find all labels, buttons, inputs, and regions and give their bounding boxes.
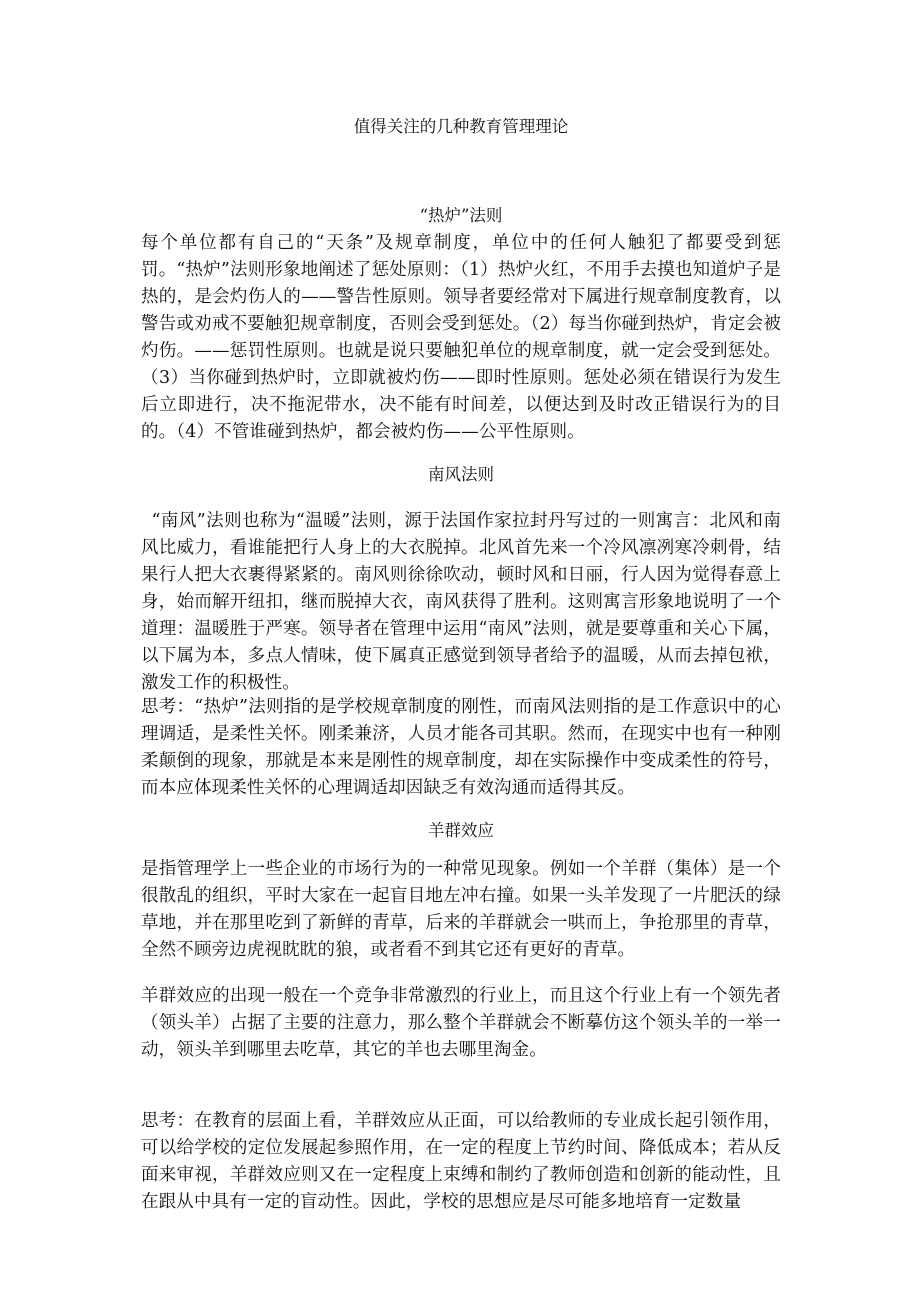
paragraph-south-wind: “南风”法则也称为“温暖”法则，源于法国作家拉封丹写过的一则寓言：北风和南风比威力，看谁能把行人身上的大衣脱掉。北风首先来一个冷风凛冽寒冷刺骨，结果行人把大衣裹得紧紧的。南风则徐徐吹动，顿时风和日丽，行人因为觉得春意上身，始而解开纽扣，继而脱掉大衣，南风获得了胜利。这则寓言形象地说明了一个道理：温暖胜于严寒。领导者在管理中运用“南风”法则，就是要尊重和关心下属，以下属为本，多点人情味，使下属真正感觉到领导者给予的温暖，从而去掉包袱，激发工作的积极性。 xyxy=(141,511,781,693)
section-heading-herd-effect: 羊群效应 xyxy=(428,821,494,840)
paragraph-hot-stove: 每个单位都有自己的“天条”及规章制度，单位中的任何人触犯了都要受到惩罚。“热炉”法则形象地阐述了惩处原则：（1）热炉火红，不用手去摸也知道炉子是热的，是会灼伤人的——警告性原则。领导者要经常对下属进行规章制度教育，以警告或劝戒不要触犯规章制度，否则会受到惩处。（2）每当你碰到热炉，肯定会被灼伤。——惩罚性原则。也就是说只要触犯单位的规章制度，就一定会受到惩处。（3）当你碰到热炉时，立即就被灼伤——即时性原则。惩处必须在错误行为发生后立即进行，决不拖泥带水，决不能有时间差，以便达到及时改正错误行为的目的。（4）不管谁碰到热炉，都会被灼伤——公平性原则。 xyxy=(141,233,781,442)
section-heading-south-wind: 南风法则 xyxy=(428,465,494,484)
paragraph-herd-competition: 羊群效应的出现一般在一个竞争非常激烈的行业上，而且这个行业上有一个领先者（领头羊）占据了主要的注意力，那么整个羊群就会不断摹仿这个领头羊的一举一动，领头羊到哪里去吃草，其它的羊也去哪里淘金。 xyxy=(141,986,781,1060)
document-title: 值得关注的几种教育管理理论 xyxy=(353,117,569,136)
paragraph-herd-definition: 是指管理学上一些企业的市场行为的一种常见现象。例如一个羊群（集体）是一个很散乱的组织，平时大家在一起盲目地左冲右撞。如果一头羊发现了一片肥沃的绿草地，并在那里吃到了新鲜的青草，后来的羊群就会一哄而上，争抢那里的青草，全然不顾旁边虎视眈眈的狼，或者看不到其它还有更好的青草。 xyxy=(141,859,781,960)
section-heading-hot-stove: “热炉”法则 xyxy=(419,206,503,225)
paragraph-reflection-2: 思考：在教育的层面上看，羊群效应从正面，可以给教师的专业成长起引领作用，可以给学校的定位发展起参照作用，在一定的程度上节约时间、降低成本；若从反面来审视，羊群效应则又在一定程度上束缚和制约了教师创造和创新的能动性，且在跟从中具有一定的盲动性。因此，学校的思想应是尽可能多地培育一定数量 xyxy=(141,1111,781,1212)
paragraph-reflection-1: 思考：“热炉”法则指的是学校规章制度的刚性，而南风法则指的是工作意识中的心理调适，是柔性关怀。刚柔兼济，人员才能各司其职。然而，在现实中也有一种刚柔颠倒的现象，那就是本来是刚性的规章制度，却在实际操作中变成柔性的符号，而本应体现柔性关怀的心理调适却因缺乏有效沟通而适得其反。 xyxy=(141,697,781,798)
